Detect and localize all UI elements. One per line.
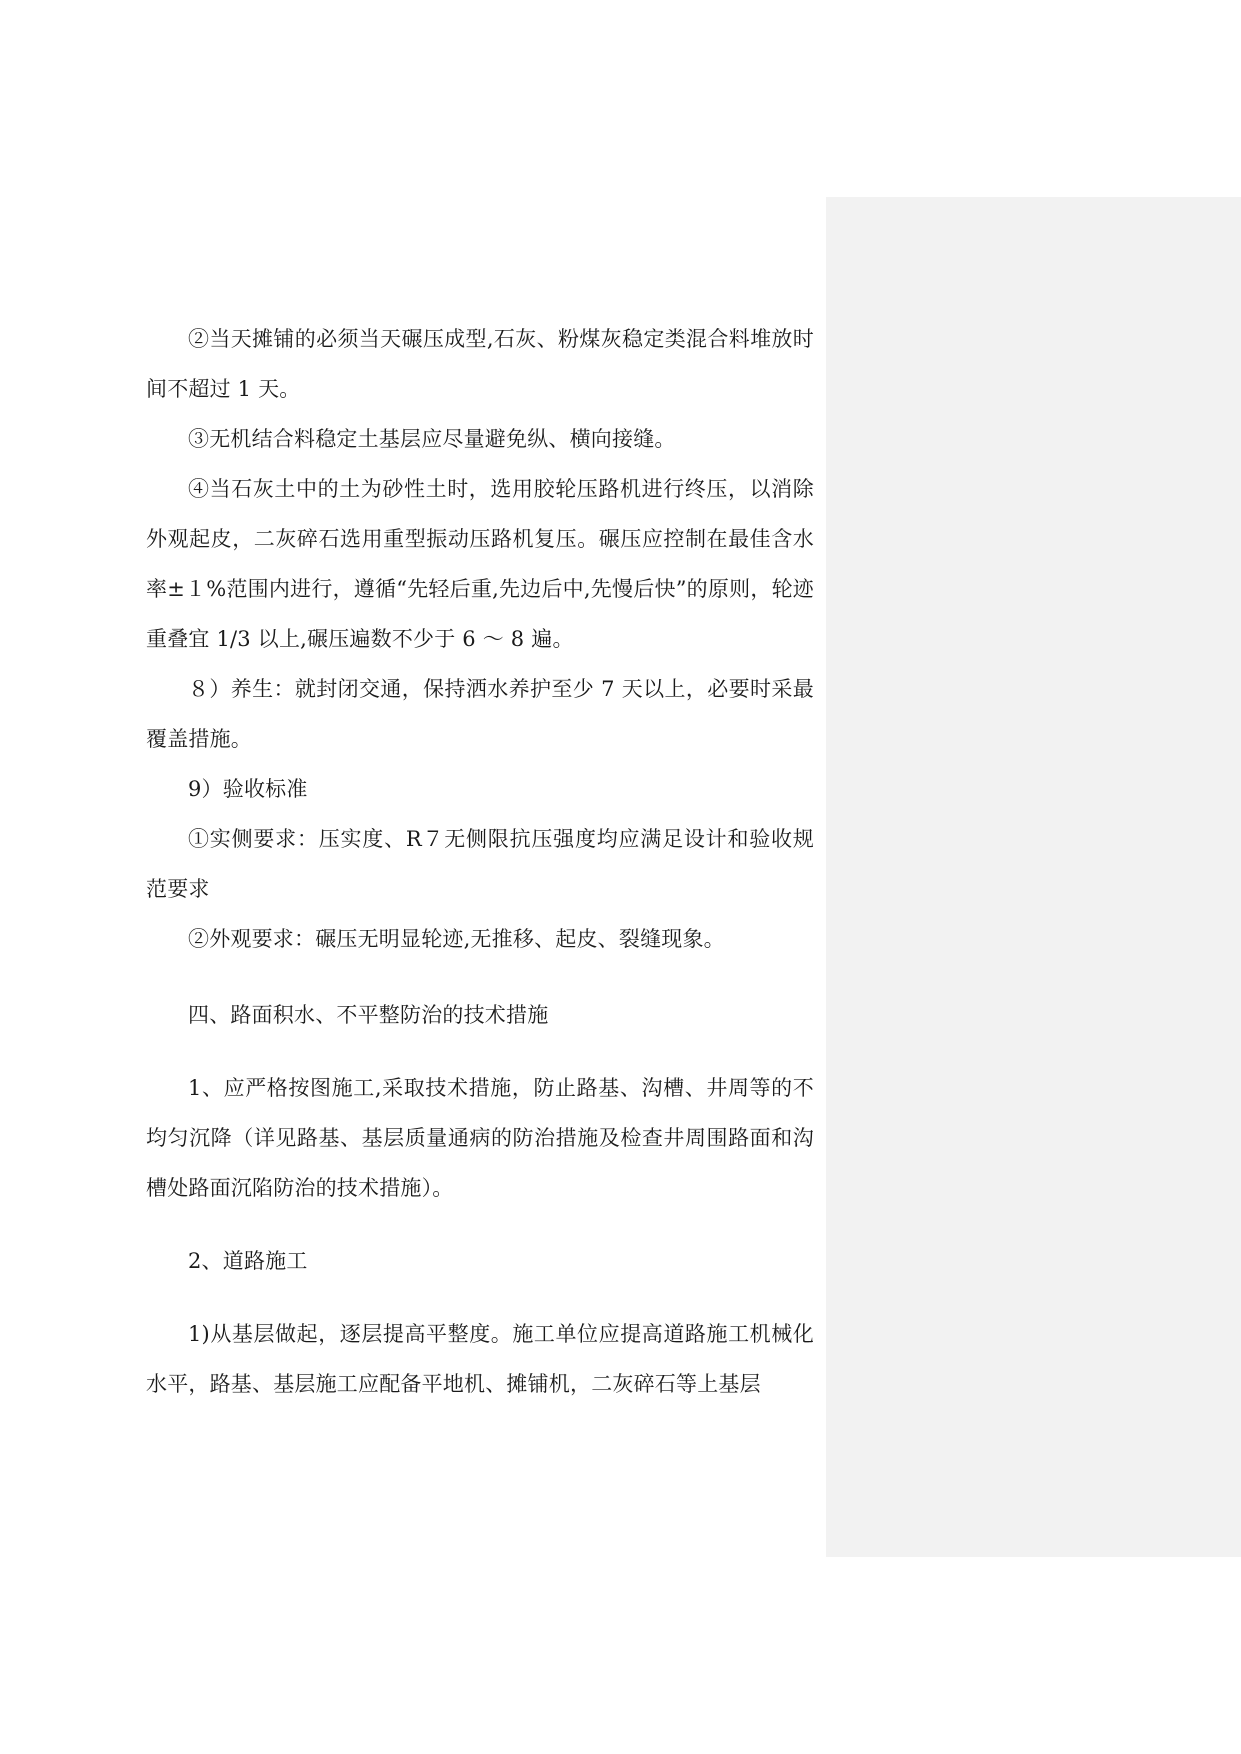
paragraph-base-layer: 1)从基层做起，逐层提高平整度。施工单位应提高道路施工机械化水平，路基、基层施工应配备平地机、摊铺机，二灰碎石等上基层 bbox=[146, 1322, 814, 1396]
paragraph-4-rolling: ④当石灰土中的土为砂性土时，选用胶轮压路机进行终压，以消除外观起皮，二灰碎石选用重型振动压路机复压。碾压应控制在最佳含水率±１%范围内进行，遵循“先轻后重,先边后中,先慢后快”的原则，轮迹重叠宜 1/3 以上,碾压遍数不少于 6 ～ 8 遍。 bbox=[146, 477, 814, 651]
comment-pane bbox=[826, 197, 1241, 1557]
paragraph-curing: ８）养生：就封闭交通，保持洒水养护至少 7 天以上，必要时采最覆盖措施。 bbox=[146, 677, 814, 751]
paragraph-appearance-requirements: ②外观要求：碾压无明显轮迹,无推移、起皮、裂缝现象。 bbox=[188, 927, 725, 951]
paragraph-2-lime-flyash: ②当天摊铺的必须当天碾压成型,石灰、粉煤灰稳定类混合料堆放时间不超过 1 天。 bbox=[146, 327, 814, 401]
paragraph-measured-requirements: ①实侧要求：压实度、R７无侧限抗压强度均应满足设计和验收规范要求 bbox=[146, 827, 814, 901]
section-heading-4: 四、路面积水、不平整防治的技术措施 bbox=[188, 1003, 549, 1027]
paragraph-road-construction: 2、道路施工 bbox=[188, 1249, 308, 1273]
paragraph-3-joints: ③无机结合料稳定土基层应尽量避免纵、横向接缝。 bbox=[188, 427, 676, 451]
paragraph-acceptance-standard: 9）验收标准 bbox=[188, 777, 308, 801]
paragraph-strict-construction: 1、应严格按图施工,采取技术措施，防止路基、沟槽、井周等的不均匀沉降（详见路基、基层质量通病的防治措施及检查井周围路面和沟槽处路面沉陷防治的技术措施）。 bbox=[146, 1076, 814, 1200]
